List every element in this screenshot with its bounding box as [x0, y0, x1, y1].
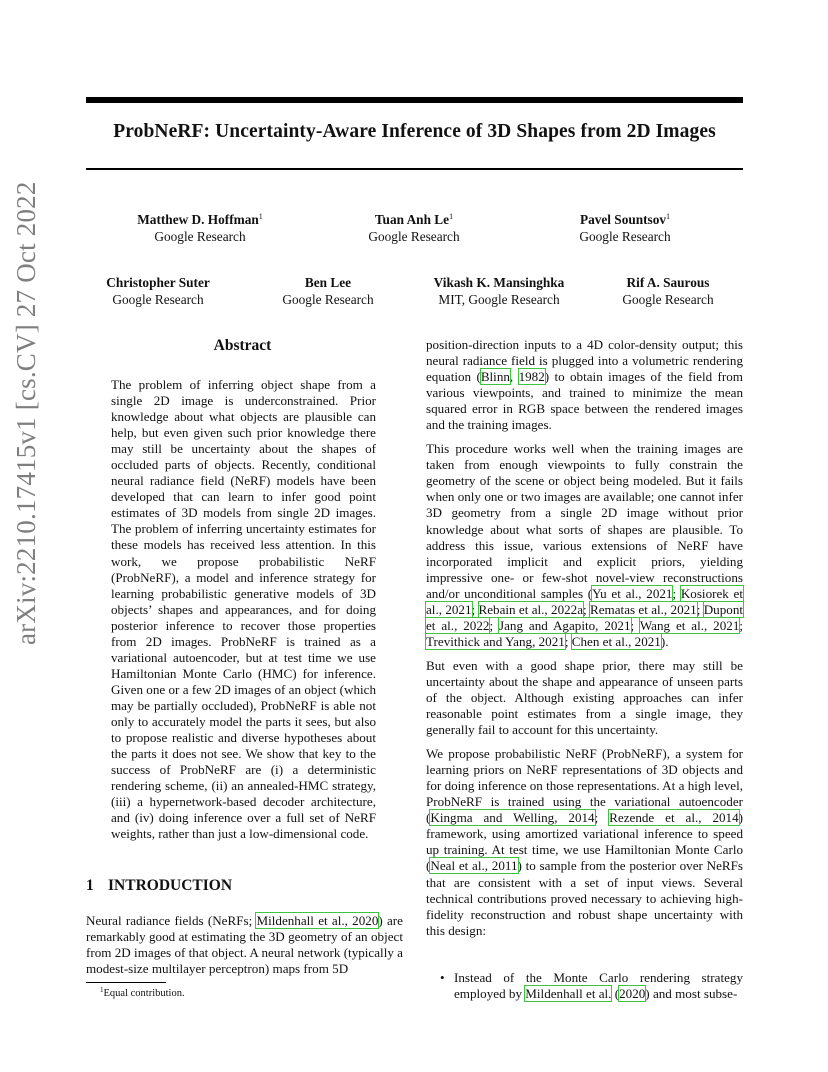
citation-link[interactable]: Jang and Agapito, 2021 — [498, 617, 631, 633]
title-top-rule — [86, 97, 743, 103]
abstract-heading: Abstract — [213, 337, 272, 354]
author-block — [568, 275, 768, 308]
author-mark: 1 — [258, 212, 263, 221]
author-affiliation: Google Research — [112, 291, 204, 307]
footnote-mark: 1 — [100, 986, 104, 994]
author-mark: 1 — [449, 212, 454, 221]
right-column — [426, 337, 743, 947]
citation-link[interactable]: 2020 — [619, 986, 646, 1002]
footnote-rule — [86, 982, 166, 983]
author-name: Rif A. Saurous — [626, 275, 710, 290]
author-name: Christopher Suter — [106, 275, 210, 290]
author-name: Tuan Anh Le — [374, 212, 450, 227]
arxiv-identifier-stamp: arXiv:2210.17415v1 [cs.CV] 27 Oct 2022 — [11, 181, 41, 645]
citation-link[interactable]: Rematas et al., 2021 — [590, 601, 697, 617]
citation-link[interactable]: Yu et al., 2021 — [592, 585, 673, 601]
paper-title: ProbNeRF: Uncertainty-Aware Inference of 3D Shapes from 2D Images — [113, 121, 716, 142]
citation-link[interactable]: Mildenhall et al. — [525, 986, 612, 1002]
bullet-text: Instead of the Monte Carlo rendering strategy employed by Mildenhall et al. (2020) and most subse- — [454, 970, 743, 1002]
author-affiliation: Google Research — [154, 228, 246, 244]
author-affiliation: Google Research — [579, 228, 671, 244]
body-paragraph: We propose probabilistic NeRF (ProbNeRF), a system for learning priors on NeRF representations of 3D objects and for doing inference on those representations. At a high level, ProbNeRF is trained using the variational autoencoder (Kingma and Welling, 2014; Rezende et al., 2014) framework, using amortized variational inference to speed up training. At test time, we use Hamiltonian Monte Carlo (Neal et al., 2011) to sample from the posterior over NeRFs that are consistent with a set of input views. Several technical contributions proved necessary to achieving high-fidelity reconstruction and robust shape uncertainty with this design: — [426, 746, 744, 938]
citation-link[interactable]: Dupont et al., 2022 — [426, 601, 743, 633]
author-affiliation: Google Research — [282, 291, 374, 307]
citation-link[interactable]: Blinn — [480, 369, 510, 385]
section-heading-introduction — [86, 877, 232, 895]
citation-link[interactable]: Mildenhall et al., 2020 — [256, 913, 379, 928]
body-paragraph: But even with a good shape prior, there may still be uncertainty about the shape and appearance of unseen parts of the object. Although existing approaches can infer reasonable point estimates from a single image, they generally fail to account for this uncertainty. — [426, 657, 743, 738]
author-block — [100, 212, 300, 245]
author-name: Pavel Sountsov — [579, 212, 667, 227]
body-paragraph: This procedure works well when the training images are taken from enough viewpoints to fully constrain the geometry of the scene or object being modeled. But it fails when only one or two images are available; one cannot infer 3D geometry from a single 2D image without prior knowledge about what sorts of shapes are plausible. To address this issue, various extensions of NeRF have incorporated implicit and explicit priors, yielding impressive one- or few-shot novel-view reconstructions and/or unconditional samples (Yu et al., 2021; Kosiorek et al., 2021; Rebain et al., 2022a; Rematas et al., 2021; Dupont et al., 2022; Jang and Agapito, 2021; Wang et al., 2021; Trevithick and Yang, 2021; Chen et al., 2021). — [426, 441, 744, 649]
citation-link[interactable]: Trevithick and Yang, 2021 — [426, 633, 565, 649]
body-paragraph: position-direction inputs to a 4D color-density output; this neural radiance field is plugged into a volumetric rendering equation (Blinn, 1982) to obtain images of the field from various viewpoints, and trained to minimize the mean squared error in RGB space between the rendered images and the training images. — [426, 337, 743, 433]
author-block — [525, 212, 725, 245]
citation-link[interactable]: Kosiorek et al., 2021 — [426, 585, 743, 617]
author-affiliation: Google Research — [368, 228, 460, 244]
citation-link[interactable]: Neal et al., 2011 — [430, 858, 518, 874]
citation-link[interactable]: 1982 — [518, 369, 545, 385]
bullet-list-item — [426, 970, 743, 1002]
abstract-text: The problem of inferring object shape from a single 2D image is underconstrained. Prior knowledge about what objects are plausible can help, but even given such prior knowledge there may still be uncertainty about the shapes of occluded parts of objects. Recently, conditional neural radiance field (NeRF) models have been developed that can learn to infer good point estimates of 3D models from single 2D images. The problem of inferring uncertainty estimates for these models has received less attention. In this work, we propose probabilistic NeRF (ProbNeRF), a model and inference strategy for learning probabilistic generative models of 3D objects’ shapes and appearances, and for doing posterior inference to recover those properties from 2D images. ProbNeRF is trained as a variational autoencoder, but at test time we use Hamiltonian Monte Carlo (HMC) for inference. Given one or a few 2D images of an object (which may be partially occluded), ProbNeRF is able not only to accurately model the parts it sees, but also to propose realistic and diverse hypotheses about the parts it does not see. We show that key to the success of ProbNeRF are (i) a deterministic rendering scheme, (ii) an annealed-HMC strategy, (iii) a hypernetwork-based decoder architecture, and (iv) doing inference over a full set of NeRF weights, rather than just a low-dimensional code. — [111, 377, 376, 842]
citation-link[interactable]: Kingma and Welling, 2014 — [430, 810, 595, 826]
author-name: Vikash K. Mansinghka — [433, 275, 565, 290]
citation-link[interactable]: Rezende et al., 2014 — [609, 810, 739, 826]
author-name: Matthew D. Hoffman — [137, 212, 259, 227]
intro-paragraph: Neural radiance fields (NeRFs; Mildenhall et al., 2020) are remarkably good at estimating the 3D geometry of an object from 2D images of that object. A neural network (typically a modest-size multilayer perceptron) maps from 5D — [86, 913, 403, 977]
author-block — [228, 275, 428, 308]
footnote — [100, 988, 185, 999]
footnote-text: Equal contribution. — [103, 988, 185, 999]
section-number: 1 — [86, 877, 94, 894]
bullet-icon: • — [440, 970, 445, 985]
author-name: Ben Lee — [304, 275, 352, 290]
author-mark: 1 — [666, 212, 671, 221]
title-bottom-rule — [86, 168, 743, 170]
citation-link[interactable]: Wang et al., 2021 — [639, 617, 740, 633]
citation-link[interactable]: Chen et al., 2021 — [571, 633, 661, 649]
author-block — [314, 212, 514, 245]
author-affiliation: MIT, Google Research — [438, 291, 560, 307]
author-affiliation: Google Research — [622, 291, 714, 307]
citation-link[interactable]: Rebain et al., 2022a — [478, 601, 584, 617]
section-title: INTRODUCTION — [108, 877, 233, 894]
